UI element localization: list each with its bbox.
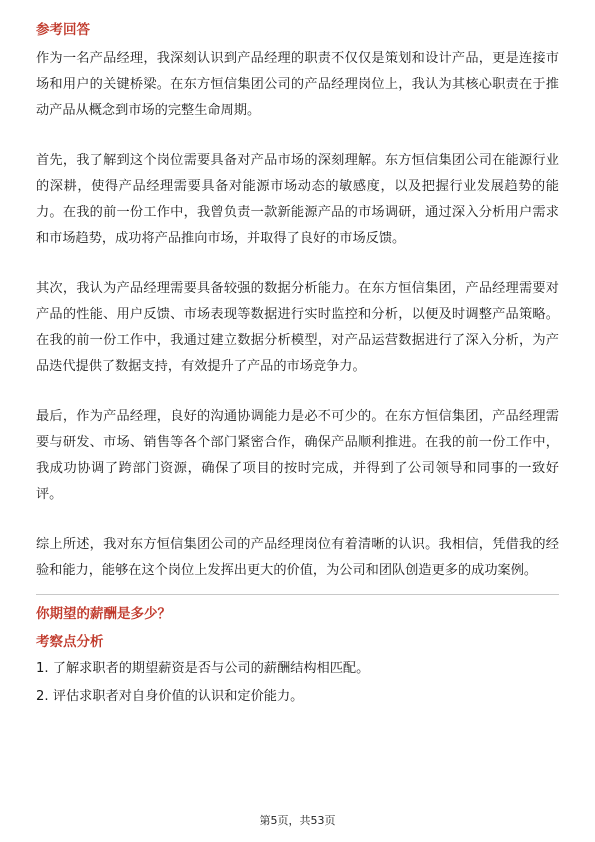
section-divider: [36, 594, 559, 595]
page-number: 第5页，共53页: [259, 814, 336, 827]
answer-paragraph-5: 综上所述，我对东方恒信集团公司的产品经理岗位有着清晰的认识。我相信，凭借我的经验和能力，能够在这个岗位上发挥出更大的价值，为公司和团队创造更多的成功案例。: [36, 537, 559, 578]
analysis-heading: 考察点分析: [36, 634, 104, 650]
answer-paragraph-1: 作为一名产品经理，我深刻认识到产品经理的职责不仅仅是策划和设计产品，更是连接市场和用户的关键桥梁。在东方恒信集团公司的产品经理岗位上，我认为其核心职责在于推动产品从概念到市场的完整生命周期。: [36, 51, 559, 118]
question-heading: 你期望的薪酬是多少？: [36, 606, 171, 622]
answer-paragraph-3: 其次，我认为产品经理需要具备较强的数据分析能力。在东方恒信集团，产品经理需要对产品的性能、用户反馈、市场表现等数据进行实时监控和分析，以便及时调整产品策略。在我的前一份工作中，我通过建立数据分析模型，对产品运营数据进行了深入分析，为产品迭代提供了数据支持，有效提升了产品的市场竞争力。: [36, 281, 559, 374]
answer-paragraph-2: 首先，我了解到这个岗位需要具备对产品市场的深刻理解。东方恒信集团公司在能源行业的深耕，使得产品经理需要具备对能源市场动态的敏感度，以及把握行业发展趋势的能力。在我的前一份工作中，我曾负责一款新能源产品的市场调研，通过深入分析用户需求和市场趋势，成功将产品推向市场，并取得了良好的市场反馈。: [36, 153, 559, 246]
analysis-point-2: 2. 评估求职者对自身价值的认识和定价能力。: [36, 689, 304, 704]
reference-answer-heading: 参考回答: [36, 22, 90, 38]
answer-paragraph-4: 最后，作为产品经理，良好的沟通协调能力是必不可少的。在东方恒信集团，产品经理需要与研发、市场、销售等各个部门紧密合作，确保产品顺利推进。在我的前一份工作中，我成功协调了跨部门资源，确保了项目的按时完成，并得到了公司领导和同事的一致好评。: [36, 409, 559, 502]
analysis-point-1: 1. 了解求职者的期望薪资是否与公司的薪酬结构相匹配。: [36, 661, 370, 676]
page-content: [36, 20, 559, 711]
